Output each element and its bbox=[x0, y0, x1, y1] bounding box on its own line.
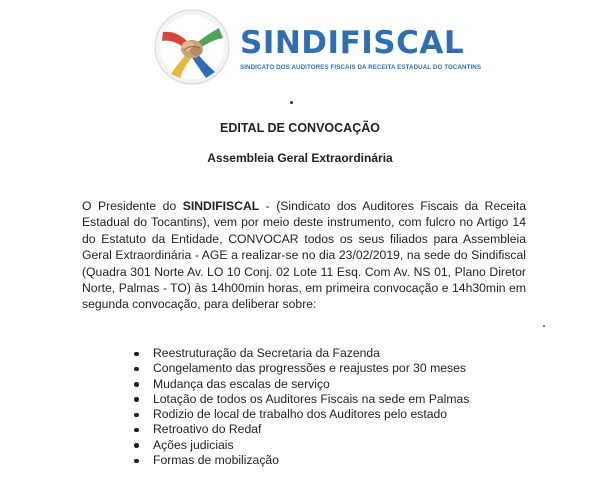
agenda-item bbox=[134, 438, 469, 453]
agenda-item bbox=[134, 392, 469, 407]
brand-name: SINDIFISCAL bbox=[240, 25, 465, 61]
brand-subtitle: SINDICATO DOS AUDITORES FISCAIS DA RECEITA ESTADUAL DO TOCANTINS bbox=[240, 64, 482, 71]
bullet-icon bbox=[134, 397, 139, 402]
bullet-icon bbox=[134, 413, 139, 418]
agenda-item-label: Formas de mobilização bbox=[153, 453, 279, 468]
paragraph-org: SINDIFISCAL bbox=[182, 199, 260, 213]
agenda-item bbox=[134, 407, 469, 422]
convocation-paragraph bbox=[82, 198, 526, 313]
agenda-item bbox=[134, 422, 469, 437]
bullet-icon bbox=[134, 459, 139, 464]
bullet-icon bbox=[134, 443, 139, 448]
agenda-item-label: Rodizio de local de trabalho dos Auditores pelo estado bbox=[153, 407, 448, 422]
agenda-item-label: Congelamento das progressões e reajustes por 30 meses bbox=[153, 361, 466, 376]
document-subtitle: Assembleia Geral Extraordinária bbox=[207, 151, 393, 165]
bullet-icon bbox=[134, 367, 139, 372]
agenda-item bbox=[134, 361, 469, 376]
joined-hands-emblem-icon bbox=[153, 8, 231, 86]
scan-speck bbox=[543, 325, 545, 327]
bullet-icon bbox=[134, 352, 139, 357]
agenda-item-label: Retroativo do Redaf bbox=[153, 422, 262, 437]
agenda-item bbox=[134, 346, 469, 361]
document-title: EDITAL DE CONVOCAÇÃO bbox=[220, 121, 380, 135]
scan-dot bbox=[290, 101, 293, 104]
paragraph-intro: O Presidente do bbox=[82, 199, 183, 213]
letterhead bbox=[150, 8, 482, 88]
paragraph-body: - (Sindicato dos Auditores Fiscais da Receita Estadual do Tocantins), vem por meio deste instrumento, com fulcro no Artigo 14 do Estatuto da Entidade, CONVOCAR todos os seus filiados para Assembleia Geral Extraordinária - AGE a realizar-se no dia 23/02/2019, na sede do Sindifiscal (Quadra 301 Norte Av. LO 10 Conj. 02 Lote 11 Esq. Com Av. NS 01, Plano Diretor Norte, Palmas - TO) às 14h00min horas, em primeira convocação e 14h30min em segunda convocação, para deliberar sobre: bbox=[82, 199, 526, 312]
agenda-item bbox=[134, 377, 469, 392]
agenda-item-label: Reestruturação da Secretaria da Fazenda bbox=[153, 346, 380, 360]
agenda-item-label: Mudança das escalas de serviço bbox=[153, 376, 330, 391]
agenda-item-label: Lotação de todos os Auditores Fiscais na sede em Palmas bbox=[153, 391, 470, 406]
agenda-item bbox=[134, 453, 469, 468]
bullet-icon bbox=[134, 428, 139, 433]
agenda-item-label: Ações judiciais bbox=[153, 437, 234, 452]
bullet-icon bbox=[134, 382, 139, 387]
agenda-list bbox=[134, 346, 469, 468]
